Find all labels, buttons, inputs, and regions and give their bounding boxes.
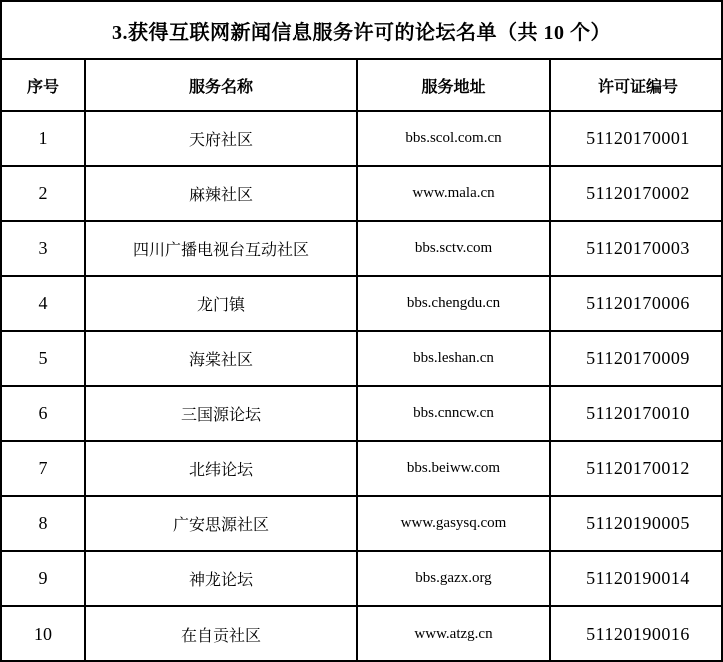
service-address-cell: www.mala.cn: [357, 166, 550, 221]
serial-number-cell: 5: [2, 331, 85, 386]
table-row: [2, 111, 723, 166]
serial-number-cell: 3: [2, 221, 85, 276]
table-row: [2, 606, 723, 661]
serial-number-cell: 9: [2, 551, 85, 606]
service-name-cell: 天府社区: [85, 111, 357, 166]
serial-number-cell: 1: [2, 111, 85, 166]
table-header-row: [2, 60, 723, 111]
service-address-cell: bbs.sctv.com: [357, 221, 550, 276]
serial-number-cell: 2: [2, 166, 85, 221]
column-header-service-address: 服务地址: [357, 60, 550, 111]
serial-number-cell: 10: [2, 606, 85, 661]
service-name-cell: 广安思源社区: [85, 496, 357, 551]
service-name-cell: 神龙论坛: [85, 551, 357, 606]
document-title: 3.获得互联网新闻信息服务许可的论坛名单（共 10 个）: [2, 2, 721, 60]
column-header-service-name: 服务名称: [85, 60, 357, 111]
service-name-cell: 龙门镇: [85, 276, 357, 331]
table-body: [2, 111, 723, 661]
license-number-cell: 51120170001: [550, 111, 723, 166]
service-name-cell: 北纬论坛: [85, 441, 357, 496]
serial-number-cell: 4: [2, 276, 85, 331]
serial-number-cell: 8: [2, 496, 85, 551]
service-name-cell: 在自贡社区: [85, 606, 357, 661]
table-row: [2, 441, 723, 496]
service-address-cell: bbs.beiww.com: [357, 441, 550, 496]
column-header-serial-number: 序号: [2, 60, 85, 111]
license-number-cell: 51120190016: [550, 606, 723, 661]
license-number-cell: 51120170003: [550, 221, 723, 276]
license-number-cell: 51120190005: [550, 496, 723, 551]
service-address-cell: bbs.gazx.org: [357, 551, 550, 606]
serial-number-cell: 6: [2, 386, 85, 441]
table-row: [2, 551, 723, 606]
service-address-cell: www.gasysq.com: [357, 496, 550, 551]
service-name-cell: 四川广播电视台互动社区: [85, 221, 357, 276]
license-number-cell: 51120170002: [550, 166, 723, 221]
forum-license-table: [2, 60, 723, 661]
service-address-cell: bbs.chengdu.cn: [357, 276, 550, 331]
license-number-cell: 51120170006: [550, 276, 723, 331]
license-number-cell: 51120170010: [550, 386, 723, 441]
service-address-cell: bbs.leshan.cn: [357, 331, 550, 386]
table-row: [2, 386, 723, 441]
service-address-cell: bbs.scol.com.cn: [357, 111, 550, 166]
service-address-cell: www.atzg.cn: [357, 606, 550, 661]
serial-number-cell: 7: [2, 441, 85, 496]
service-address-cell: bbs.cnncw.cn: [357, 386, 550, 441]
license-number-cell: 51120190014: [550, 551, 723, 606]
table-row: [2, 221, 723, 276]
license-number-cell: 51120170009: [550, 331, 723, 386]
table-row: [2, 276, 723, 331]
table-row: [2, 331, 723, 386]
table-row: [2, 166, 723, 221]
table-row: [2, 496, 723, 551]
column-header-license-number: 许可证编号: [550, 60, 723, 111]
license-number-cell: 51120170012: [550, 441, 723, 496]
service-name-cell: 麻辣社区: [85, 166, 357, 221]
service-name-cell: 三国源论坛: [85, 386, 357, 441]
service-name-cell: 海棠社区: [85, 331, 357, 386]
